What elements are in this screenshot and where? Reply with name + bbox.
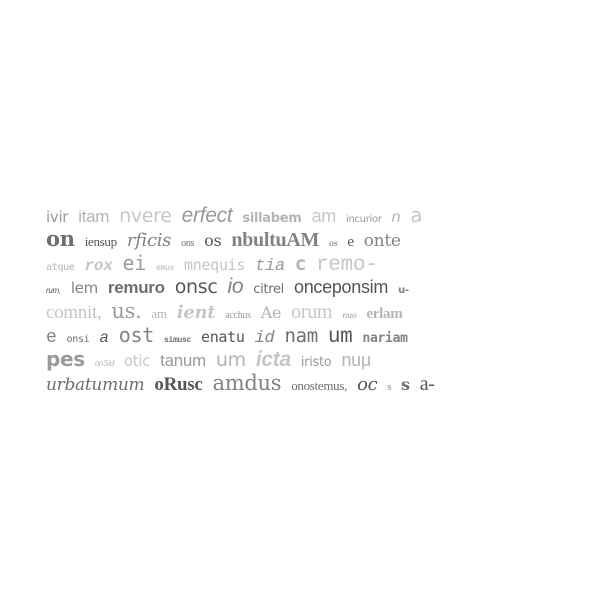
- word-fragment: rum,: [46, 286, 61, 295]
- word-fragment: ost: [118, 323, 154, 347]
- word-fragment: iristo: [300, 355, 332, 370]
- word-fragment: tanum: [160, 351, 206, 370]
- word-fragment: onsc: [174, 276, 218, 298]
- word-fragment: mnequis: [184, 256, 246, 274]
- text-line: [46, 347, 556, 371]
- word-fragment: erfect: [181, 204, 233, 227]
- word-fragment: am: [151, 306, 167, 321]
- text-line: [46, 275, 556, 299]
- word-fragment: on: [46, 227, 75, 251]
- word-fragment: otic: [123, 352, 151, 370]
- word-fragment: io: [227, 275, 244, 298]
- word-fragment: orum: [291, 301, 333, 323]
- text-line: [46, 203, 556, 227]
- word-fragment: emus: [156, 264, 175, 273]
- word-fragment: onsi: [66, 334, 90, 345]
- word-fragment: simusc: [163, 336, 191, 345]
- word-fragment: itam: [78, 207, 110, 226]
- word-fragment: nvere: [119, 205, 172, 227]
- word-fragment: amdus: [212, 371, 282, 395]
- word-fragment: nbultuAM: [231, 229, 320, 251]
- word-fragment: onSid: [94, 359, 114, 368]
- word-fragment: enatu: [200, 328, 245, 346]
- text-line: [46, 323, 556, 347]
- word-fragment: nariam: [362, 331, 408, 346]
- word-fragment: erlam: [366, 306, 403, 322]
- text-line: [46, 251, 556, 275]
- word-fragment: a: [99, 329, 109, 347]
- word-fragment: um: [327, 326, 353, 347]
- word-fragment: urbatumum: [46, 375, 145, 395]
- word-fragment: ons: [181, 238, 195, 249]
- word-fragment: a-: [419, 373, 435, 395]
- text-line: [46, 371, 556, 395]
- word-fragment: nam: [284, 325, 318, 347]
- word-fragment: remuro: [107, 278, 165, 297]
- word-fragment: oc: [357, 374, 378, 395]
- word-fragment: pes: [46, 347, 85, 371]
- word-fragment: oRusc: [154, 374, 203, 395]
- word-fragment: tia: [255, 257, 285, 275]
- word-fragment: am: [311, 206, 336, 226]
- word-fragment: onte: [363, 231, 401, 251]
- word-fragment: um: [215, 349, 246, 371]
- word-fragment: citrel: [253, 282, 284, 297]
- text-line: [46, 299, 556, 323]
- text-line: [46, 227, 556, 251]
- word-fragment: u-: [398, 285, 409, 296]
- word-fragment: rox: [84, 257, 113, 275]
- word-fragment: acchus: [225, 310, 251, 321]
- word-fragment: rficis: [126, 230, 172, 251]
- word-fragment: e: [347, 234, 354, 250]
- word-fragment: Ae: [260, 303, 282, 322]
- word-fragment: onostemus,: [291, 378, 348, 393]
- word-fragment: iensup: [84, 234, 117, 249]
- word-fragment: sillabem: [242, 211, 302, 226]
- word-fragment: os: [204, 231, 222, 250]
- word-fragment: ei: [122, 251, 146, 275]
- word-fragment: n: [391, 209, 401, 226]
- text-collage: [46, 203, 556, 395]
- word-fragment: icta: [255, 348, 291, 371]
- word-fragment: comnit,: [46, 302, 102, 323]
- word-fragment: remo-: [316, 254, 378, 275]
- word-fragment: ient: [176, 302, 216, 323]
- word-fragment: atque: [46, 262, 75, 273]
- word-fragment: onceponsim: [294, 277, 389, 297]
- word-fragment: c: [294, 253, 306, 275]
- word-fragment: e: [46, 328, 57, 347]
- word-fragment: us.: [111, 299, 142, 323]
- word-fragment: id: [254, 329, 275, 347]
- word-fragment: nuo: [342, 311, 357, 320]
- word-fragment: s: [400, 375, 410, 394]
- word-fragment: incurior: [345, 214, 382, 225]
- word-fragment: a: [410, 203, 423, 227]
- word-fragment: s: [387, 382, 391, 393]
- word-fragment: os: [329, 239, 338, 248]
- word-fragment: ivir: [46, 208, 69, 226]
- word-fragment: nuμ: [341, 350, 371, 370]
- word-fragment: lem: [70, 279, 98, 297]
